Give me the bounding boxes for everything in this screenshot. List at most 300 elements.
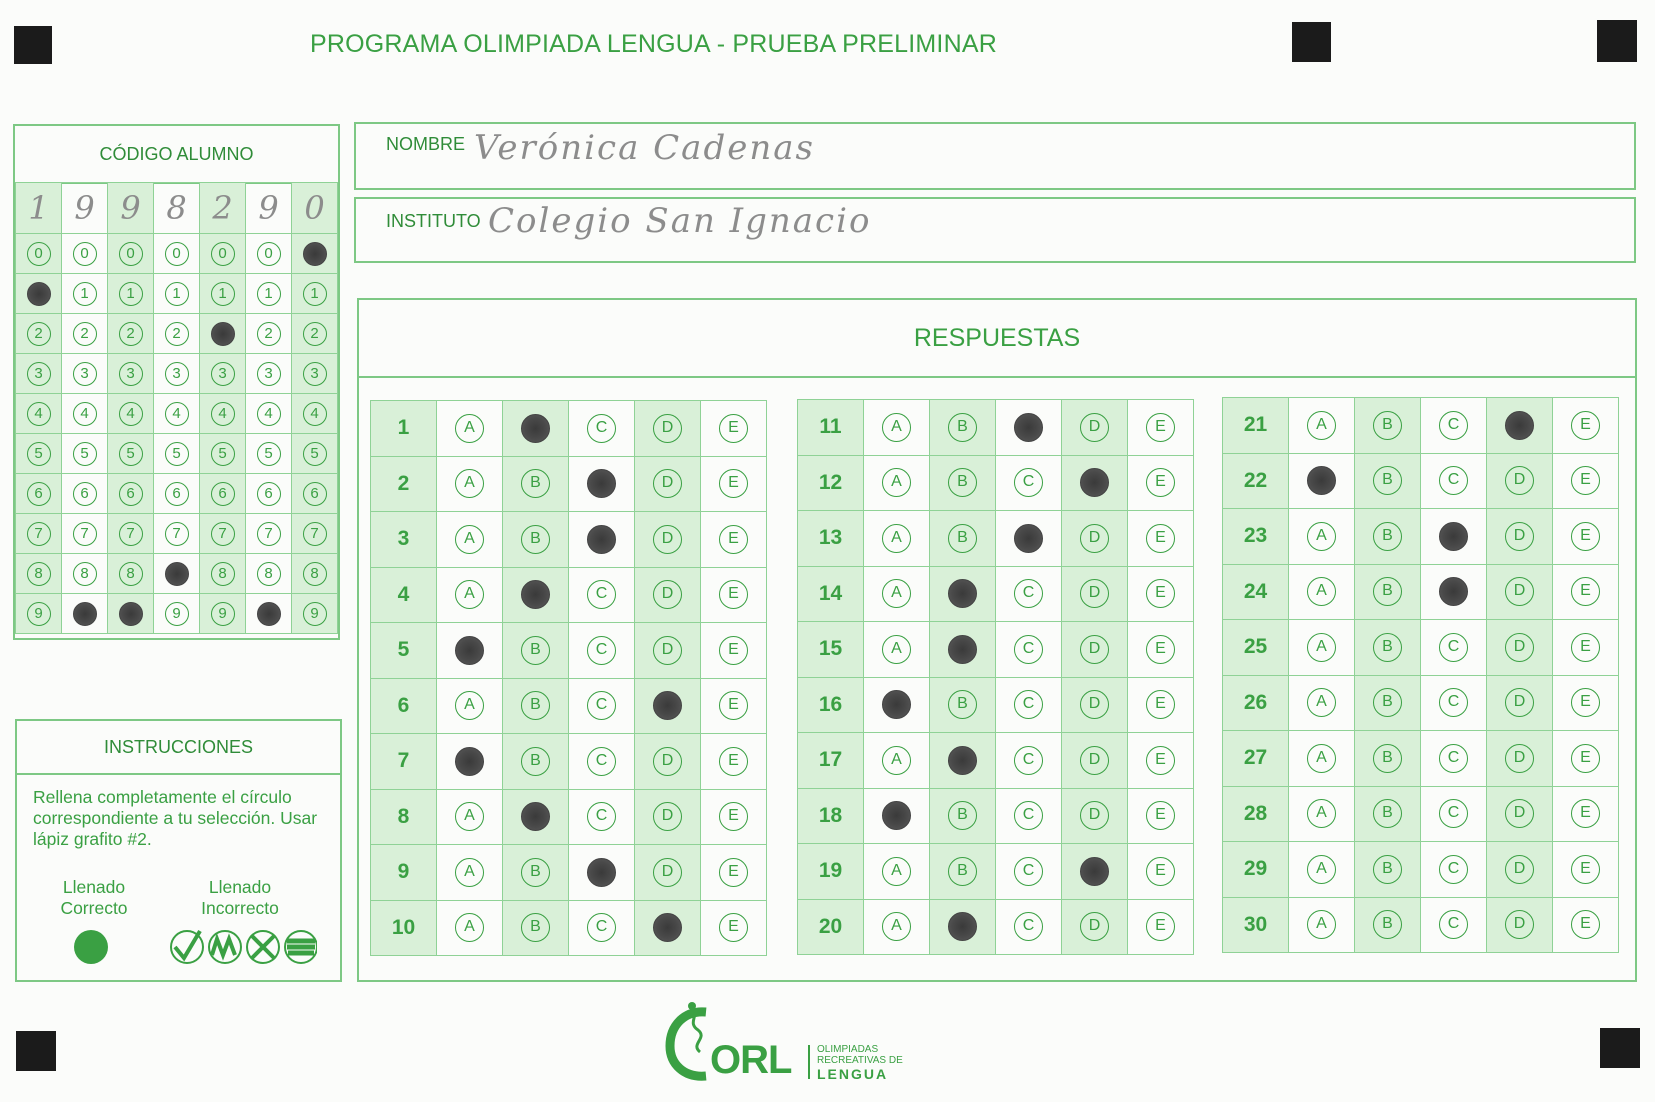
answer-bubble[interactable]: E [719, 747, 748, 776]
answer-bubble[interactable]: C [587, 414, 616, 443]
answer-bubble[interactable]: D [1080, 801, 1109, 830]
code-bubble[interactable]: 9 [27, 602, 51, 626]
codigo-alumno-panel [13, 124, 340, 640]
code-bubble[interactable]: 2 [119, 322, 143, 346]
code-bubble[interactable] [257, 602, 281, 626]
answer-bubble[interactable]: A [882, 524, 911, 553]
answer-bubble[interactable] [521, 802, 550, 831]
answer-bubble[interactable]: D [1505, 855, 1534, 884]
answer-bubble[interactable]: D [653, 414, 682, 443]
answer-bubble[interactable]: C [1439, 799, 1468, 828]
answer-bubble[interactable] [1439, 577, 1468, 606]
answer-bubble[interactable]: A [1307, 633, 1336, 662]
answer-row [1223, 731, 1619, 787]
answer-bubble[interactable]: B [948, 690, 977, 719]
answer-option-cell [1421, 842, 1487, 898]
code-bubble[interactable]: 0 [119, 242, 143, 266]
code-cell [108, 594, 154, 634]
code-bubble[interactable]: 0 [257, 242, 281, 266]
answer-bubble[interactable]: D [653, 525, 682, 554]
answer-bubble[interactable]: A [1307, 522, 1336, 551]
code-bubble[interactable]: 3 [27, 362, 51, 386]
answer-bubble[interactable] [882, 801, 911, 830]
answer-bubble[interactable] [882, 690, 911, 719]
code-cell [108, 394, 154, 434]
code-bubble[interactable]: 1 [165, 282, 189, 306]
answer-bubble[interactable] [455, 747, 484, 776]
answer-bubble[interactable]: D [1505, 522, 1534, 551]
answer-bubble[interactable]: B [948, 413, 977, 442]
answer-bubble[interactable]: E [719, 691, 748, 720]
code-bubble[interactable]: 7 [27, 522, 51, 546]
code-bubble[interactable] [27, 282, 51, 306]
answer-bubble[interactable]: C [1014, 912, 1043, 941]
answer-bubble[interactable]: A [455, 802, 484, 831]
answer-bubble[interactable]: E [719, 858, 748, 887]
answer-option-cell [1289, 675, 1355, 731]
answer-bubble[interactable]: E [719, 469, 748, 498]
answer-number-cell [798, 788, 864, 844]
answer-bubble[interactable] [1307, 466, 1336, 495]
answer-option-cell [1355, 620, 1421, 676]
code-bubble[interactable]: 2 [165, 322, 189, 346]
answer-bubble[interactable]: A [882, 579, 911, 608]
instituto-field[interactable] [354, 197, 1636, 263]
answer-bubble[interactable]: A [1307, 688, 1336, 717]
answer-bubble[interactable]: A [1307, 910, 1336, 939]
answer-bubble[interactable]: B [521, 747, 550, 776]
answer-bubble[interactable]: E [1146, 579, 1175, 608]
answer-bubble[interactable] [587, 858, 616, 887]
answer-option-cell [864, 622, 930, 678]
answer-bubble[interactable]: C [587, 691, 616, 720]
instituto-label: INSTITUTO [386, 211, 481, 231]
answer-bubble[interactable]: E [1146, 468, 1175, 497]
code-cell [62, 594, 108, 634]
answer-bubble[interactable]: B [1373, 466, 1402, 495]
code-bubble[interactable]: 7 [165, 522, 189, 546]
answer-bubble[interactable]: E [719, 580, 748, 609]
code-bubble[interactable]: 7 [257, 522, 281, 546]
answer-bubble[interactable] [587, 469, 616, 498]
answer-bubble[interactable]: A [455, 858, 484, 887]
answer-bubble[interactable]: B [521, 691, 550, 720]
answer-bubble[interactable]: E [1146, 413, 1175, 442]
code-bubble[interactable]: 2 [73, 322, 97, 346]
answer-bubble[interactable]: E [1146, 857, 1175, 886]
code-bubble[interactable]: 6 [211, 482, 235, 506]
answer-bubble[interactable]: E [1571, 744, 1600, 773]
answer-bubble[interactable]: B [948, 468, 977, 497]
answer-bubble[interactable] [1080, 857, 1109, 886]
answer-bubble[interactable]: D [1505, 910, 1534, 939]
codigo-alumno-header [15, 126, 338, 184]
code-bubble[interactable]: 7 [303, 522, 327, 546]
answer-bubble[interactable]: A [455, 913, 484, 942]
code-bubble[interactable]: 1 [73, 282, 97, 306]
answer-bubble[interactable]: C [1439, 744, 1468, 773]
answer-bubble[interactable]: D [1080, 579, 1109, 608]
code-bubble[interactable]: 6 [303, 482, 327, 506]
answer-bubble[interactable]: B [1373, 910, 1402, 939]
code-bubble[interactable]: 3 [303, 362, 327, 386]
answer-option-cell [503, 567, 569, 623]
answer-bubble[interactable]: C [587, 913, 616, 942]
answer-option-cell [864, 899, 930, 955]
answer-bubble[interactable]: A [882, 857, 911, 886]
code-cell [292, 594, 338, 634]
answer-number: 2 [397, 471, 410, 495]
answer-bubble[interactable]: E [1146, 524, 1175, 553]
answer-bubble[interactable] [455, 636, 484, 665]
answer-bubble[interactable]: B [521, 858, 550, 887]
code-cell [108, 554, 154, 594]
code-bubble[interactable]: 9 [211, 602, 235, 626]
code-bubble[interactable]: 2 [303, 322, 327, 346]
code-bubble[interactable]: 6 [257, 482, 281, 506]
code-bubble[interactable]: 3 [211, 362, 235, 386]
answer-bubble[interactable]: C [1439, 633, 1468, 662]
code-bubble[interactable]: 1 [211, 282, 235, 306]
answer-row [371, 678, 767, 734]
answer-bubble[interactable]: D [1505, 799, 1534, 828]
answer-number: 20 [818, 914, 843, 938]
code-bubble[interactable]: 0 [211, 242, 235, 266]
code-bubble[interactable]: 1 [119, 282, 143, 306]
answer-bubble[interactable]: E [719, 913, 748, 942]
answer-number: 1 [397, 416, 410, 440]
answer-bubble[interactable]: B [1373, 855, 1402, 884]
answer-bubble[interactable]: A [882, 468, 911, 497]
answer-option-cell [1289, 509, 1355, 565]
code-cell [292, 354, 338, 394]
answer-option-cell [1355, 398, 1421, 454]
code-bubble[interactable]: 0 [73, 242, 97, 266]
answer-number: 3 [397, 527, 410, 551]
answer-bubble[interactable]: E [1571, 466, 1600, 495]
code-bubble[interactable]: 4 [303, 402, 327, 426]
answer-bubble[interactable]: C [1014, 579, 1043, 608]
answer-bubble[interactable] [948, 579, 977, 608]
answer-bubble[interactable] [1080, 468, 1109, 497]
answer-option-cell [1553, 453, 1619, 509]
code-bubble[interactable]: 4 [257, 402, 281, 426]
answer-option-cell [503, 678, 569, 734]
answer-option-cell [437, 456, 503, 512]
code-bubble[interactable]: 6 [119, 482, 143, 506]
code-bubble[interactable]: 8 [211, 562, 235, 586]
answer-bubble[interactable]: D [1505, 466, 1534, 495]
code-bubble[interactable]: 5 [119, 442, 143, 466]
answer-bubble[interactable]: E [1146, 912, 1175, 941]
code-bubble[interactable]: 5 [257, 442, 281, 466]
answer-row [798, 733, 1194, 789]
answer-bubble[interactable]: A [1307, 411, 1336, 440]
answer-bubble[interactable]: C [1014, 746, 1043, 775]
answer-option-cell [437, 900, 503, 956]
code-bubble[interactable]: 6 [73, 482, 97, 506]
code-bubble[interactable]: 3 [257, 362, 281, 386]
answer-option-cell [1289, 453, 1355, 509]
answer-bubble[interactable]: C [1439, 855, 1468, 884]
code-bubble[interactable]: 5 [211, 442, 235, 466]
answer-bubble[interactable]: C [587, 580, 616, 609]
answer-bubble[interactable]: B [948, 524, 977, 553]
code-cell [16, 594, 62, 634]
answer-number: 10 [391, 915, 416, 939]
code-cell [246, 354, 292, 394]
code-bubble[interactable]: 4 [165, 402, 189, 426]
answer-number: 15 [818, 637, 843, 661]
answer-bubble[interactable] [587, 525, 616, 554]
answer-bubble[interactable]: C [587, 802, 616, 831]
answer-bubble[interactable]: B [1373, 577, 1402, 606]
answer-number-cell [371, 734, 437, 790]
answer-row [371, 900, 767, 956]
answer-bubble[interactable]: D [1505, 577, 1534, 606]
answer-row [1223, 509, 1619, 565]
code-cell [62, 554, 108, 594]
answer-bubble[interactable]: B [521, 469, 550, 498]
code-bubble[interactable]: 4 [119, 402, 143, 426]
answer-bubble[interactable] [1014, 413, 1043, 442]
answer-bubble[interactable]: C [1014, 468, 1043, 497]
answer-bubble[interactable]: B [1373, 799, 1402, 828]
code-bubble[interactable]: 7 [119, 522, 143, 546]
code-bubble[interactable]: 6 [165, 482, 189, 506]
answer-bubble[interactable] [1505, 411, 1534, 440]
answer-bubble[interactable] [948, 635, 977, 664]
answer-option-cell [996, 622, 1062, 678]
answer-bubble[interactable]: D [1080, 746, 1109, 775]
code-handwritten-digit: 9 [246, 183, 292, 234]
code-bubble[interactable]: 2 [27, 322, 51, 346]
code-bubble[interactable]: 8 [119, 562, 143, 586]
answer-bubble[interactable] [1014, 524, 1043, 553]
code-bubble[interactable]: 5 [165, 442, 189, 466]
answer-bubble[interactable]: E [719, 414, 748, 443]
answer-bubble[interactable]: B [948, 857, 977, 886]
code-bubble[interactable]: 4 [73, 402, 97, 426]
code-cell [16, 314, 62, 354]
answer-bubble[interactable]: A [882, 635, 911, 664]
code-bubble[interactable]: 9 [303, 602, 327, 626]
answer-bubble[interactable]: E [1571, 688, 1600, 717]
answer-bubble[interactable]: A [455, 691, 484, 720]
answer-bubble[interactable]: E [1571, 633, 1600, 662]
code-bubble[interactable] [73, 602, 97, 626]
code-bubble[interactable]: 5 [73, 442, 97, 466]
answer-number-cell [1223, 453, 1289, 509]
code-bubble[interactable] [211, 322, 235, 346]
answer-bubble[interactable]: D [1080, 635, 1109, 664]
code-bubble[interactable]: 1 [257, 282, 281, 306]
answer-bubble[interactable]: C [1014, 690, 1043, 719]
answer-bubble[interactable]: C [1439, 466, 1468, 495]
answer-bubble[interactable]: E [1146, 690, 1175, 719]
answer-bubble[interactable] [653, 913, 682, 942]
answer-bubble[interactable]: A [455, 414, 484, 443]
answer-number: 29 [1243, 857, 1268, 881]
answer-bubble[interactable]: B [1373, 744, 1402, 773]
answer-bubble[interactable]: B [1373, 411, 1402, 440]
answer-bubble[interactable]: E [1571, 411, 1600, 440]
answer-bubble[interactable]: D [653, 580, 682, 609]
answer-bubble[interactable]: E [1146, 635, 1175, 664]
answer-row [798, 844, 1194, 900]
answer-bubble[interactable]: D [653, 747, 682, 776]
answer-bubble[interactable]: D [1080, 413, 1109, 442]
code-bubble[interactable]: 1 [303, 282, 327, 306]
answer-option-cell [569, 623, 635, 679]
code-bubble[interactable]: 3 [165, 362, 189, 386]
answer-bubble[interactable]: D [1080, 690, 1109, 719]
answer-option-cell [701, 789, 767, 845]
answer-bubble[interactable]: C [1439, 688, 1468, 717]
answer-option-cell [1128, 788, 1194, 844]
answer-bubble[interactable]: E [1571, 855, 1600, 884]
answer-bubble[interactable]: A [1307, 744, 1336, 773]
answer-option-cell [503, 900, 569, 956]
answer-option-cell [1421, 398, 1487, 454]
answer-bubble[interactable]: A [882, 746, 911, 775]
answer-option-cell [569, 401, 635, 457]
answer-row [798, 400, 1194, 456]
answer-option-cell [1355, 842, 1421, 898]
answer-row [1223, 620, 1619, 676]
answer-bubble[interactable]: D [653, 858, 682, 887]
answer-bubble[interactable]: A [1307, 855, 1336, 884]
answer-bubble[interactable]: A [882, 413, 911, 442]
answer-bubble[interactable]: C [587, 636, 616, 665]
answer-option-cell [930, 622, 996, 678]
answer-bubble[interactable]: E [1571, 799, 1600, 828]
code-cell [246, 554, 292, 594]
answer-bubble[interactable]: B [1373, 688, 1402, 717]
answer-bubble[interactable]: B [1373, 633, 1402, 662]
answer-option-cell [635, 734, 701, 790]
code-handwritten-digit: 2 [200, 183, 246, 234]
answer-number: 4 [397, 582, 410, 606]
answer-row [798, 566, 1194, 622]
answer-bubble[interactable]: D [653, 802, 682, 831]
code-bubble[interactable]: 4 [211, 402, 235, 426]
answer-bubble[interactable]: A [455, 469, 484, 498]
answer-row [798, 622, 1194, 678]
code-bubble[interactable]: 3 [73, 362, 97, 386]
answer-bubble[interactable]: E [719, 636, 748, 665]
answer-option-cell [503, 623, 569, 679]
answer-bubble[interactable]: C [1014, 635, 1043, 664]
code-bubble[interactable]: 6 [27, 482, 51, 506]
answer-bubble[interactable] [653, 691, 682, 720]
answer-bubble[interactable]: E [1146, 746, 1175, 775]
nombre-field[interactable] [354, 122, 1636, 190]
answer-bubble[interactable]: A [455, 525, 484, 554]
answer-row [1223, 564, 1619, 620]
code-bubble[interactable]: 0 [27, 242, 51, 266]
answer-bubble[interactable]: D [653, 636, 682, 665]
answer-bubble[interactable] [521, 580, 550, 609]
answer-bubble[interactable] [948, 912, 977, 941]
answer-bubble[interactable]: B [521, 636, 550, 665]
code-bubble[interactable]: 7 [73, 522, 97, 546]
code-bubble[interactable]: 5 [27, 442, 51, 466]
answer-bubble[interactable]: E [1571, 522, 1600, 551]
code-bubble[interactable]: 0 [165, 242, 189, 266]
code-bubble[interactable]: 8 [27, 562, 51, 586]
answer-number-cell [798, 733, 864, 789]
answer-bubble[interactable]: D [1505, 688, 1534, 717]
answer-bubble[interactable]: D [653, 469, 682, 498]
code-bubble[interactable]: 7 [211, 522, 235, 546]
answer-bubble[interactable]: B [521, 913, 550, 942]
answer-bubble[interactable]: E [1571, 910, 1600, 939]
answer-bubble[interactable] [948, 746, 977, 775]
answer-option-cell [1128, 677, 1194, 733]
code-cell [292, 314, 338, 354]
answer-bubble[interactable]: A [455, 580, 484, 609]
code-bubble[interactable]: 9 [165, 602, 189, 626]
answer-bubble[interactable]: D [1080, 912, 1109, 941]
answer-bubble[interactable]: A [1307, 577, 1336, 606]
answer-bubble[interactable]: C [1439, 910, 1468, 939]
code-bubble[interactable]: 3 [119, 362, 143, 386]
answer-bubble[interactable]: E [719, 802, 748, 831]
code-bubble[interactable] [165, 562, 189, 586]
answer-bubble[interactable] [1439, 522, 1468, 551]
answer-column-2 [797, 399, 1194, 955]
answer-number-cell [798, 400, 864, 456]
answer-bubble[interactable]: D [1080, 524, 1109, 553]
answer-bubble[interactable]: E [1146, 801, 1175, 830]
code-bubble[interactable]: 2 [257, 322, 281, 346]
answer-number-cell [1223, 731, 1289, 787]
answer-bubble[interactable]: A [1307, 799, 1336, 828]
code-bubble[interactable]: 4 [27, 402, 51, 426]
code-bubble[interactable]: 8 [73, 562, 97, 586]
answer-bubble[interactable]: E [719, 525, 748, 554]
code-cell [292, 274, 338, 314]
code-bubble[interactable] [119, 602, 143, 626]
answer-option-cell [1128, 733, 1194, 789]
answer-bubble[interactable]: C [1014, 857, 1043, 886]
respuestas-title: RESPUESTAS [913, 324, 1081, 352]
answer-bubble[interactable]: E [1571, 577, 1600, 606]
answer-number: 14 [818, 581, 843, 605]
answer-option-cell [1062, 511, 1128, 567]
answer-bubble[interactable]: D [1505, 633, 1534, 662]
code-bubble[interactable]: 5 [303, 442, 327, 466]
answer-bubble[interactable]: C [587, 747, 616, 776]
answer-number: 22 [1243, 468, 1268, 492]
answer-bubble[interactable]: B [948, 801, 977, 830]
answer-bubble[interactable]: B [521, 525, 550, 554]
code-cell [246, 274, 292, 314]
answer-bubble[interactable]: B [1373, 522, 1402, 551]
code-bubble[interactable]: 8 [303, 562, 327, 586]
answer-bubble[interactable] [521, 414, 550, 443]
code-bubble[interactable] [303, 242, 327, 266]
answer-bubble[interactable]: D [1505, 744, 1534, 773]
orl-logo-line2: RECREATIVAS DE [817, 1055, 903, 1066]
code-bubble[interactable]: 8 [257, 562, 281, 586]
answer-bubble[interactable]: C [1014, 801, 1043, 830]
code-handwritten-digit: 0 [292, 183, 338, 234]
answer-bubble[interactable]: C [1439, 411, 1468, 440]
answer-bubble[interactable]: A [882, 912, 911, 941]
answer-option-cell [1355, 897, 1421, 953]
